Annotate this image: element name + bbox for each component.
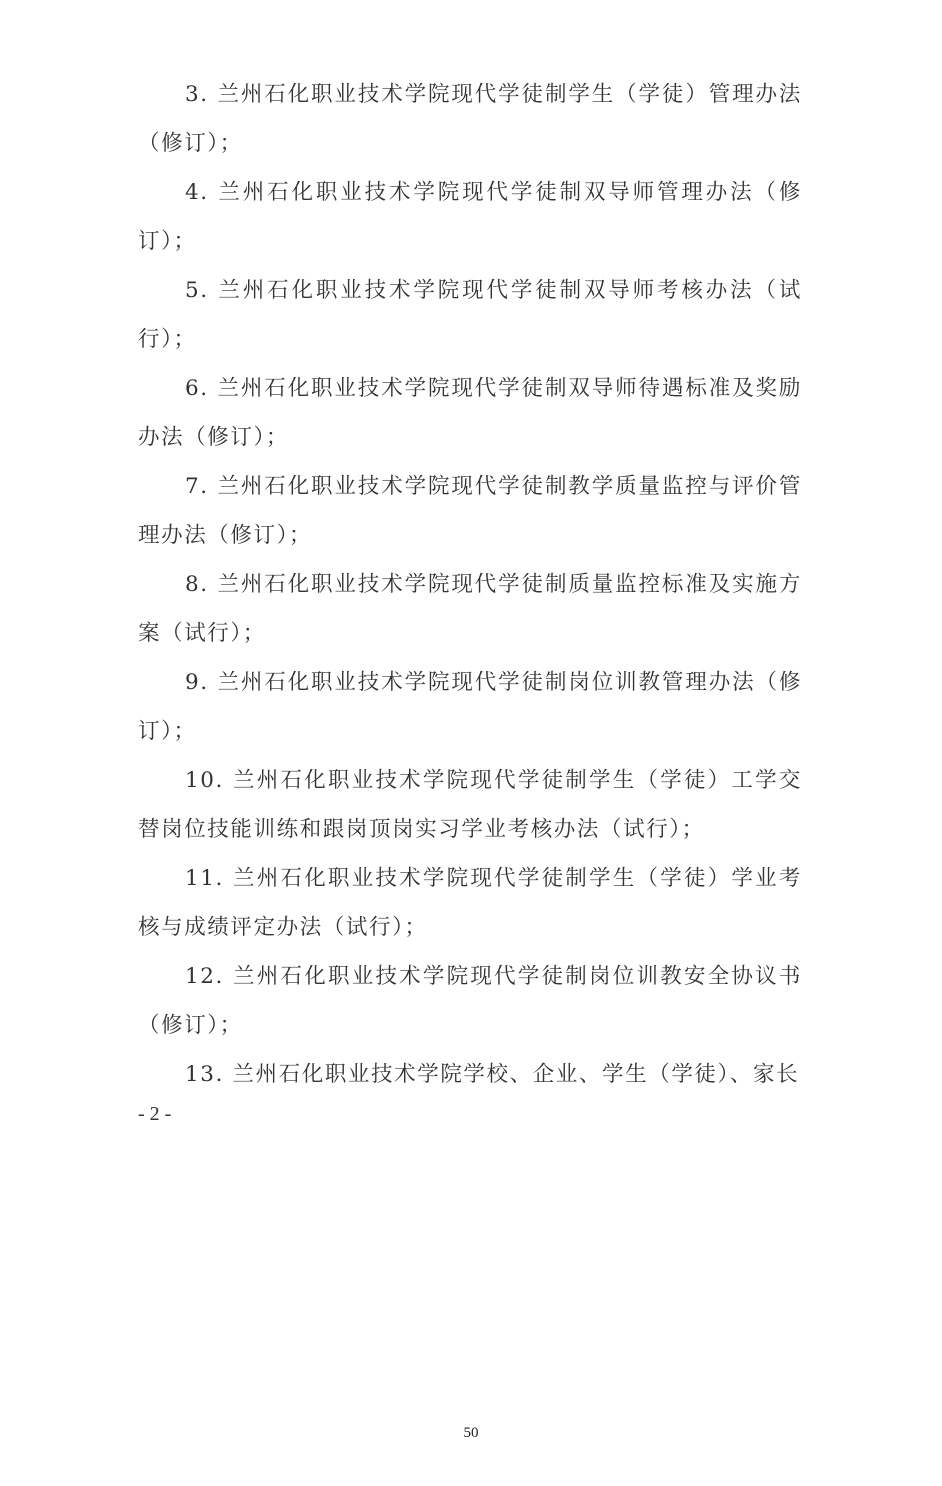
list-item: 12. 兰州石化职业技术学院现代学徒制岗位训教安全协议书（修订）； xyxy=(138,964,802,1038)
list-item: 3. 兰州石化职业技术学院现代学徒制学生（学徒）管理办法（修订）； xyxy=(138,82,802,156)
list-item: 8. 兰州石化职业技术学院现代学徒制质量监控标准及实施方案（试行）； xyxy=(138,572,802,646)
list-item: 4. 兰州石化职业技术学院现代学徒制双导师管理办法（修订）； xyxy=(138,180,802,254)
footer-page-number: 50 xyxy=(463,1425,479,1441)
list-item: 5. 兰州石化职业技术学院现代学徒制双导师考核办法（试行）； xyxy=(138,278,802,352)
inner-page-number: - 2 - xyxy=(138,1103,172,1125)
list-item: 10. 兰州石化职业技术学院现代学徒制学生（学徒）工学交替岗位技能训练和跟岗顶岗实习学业考核办法（试行）； xyxy=(138,768,802,842)
list-item: 9. 兰州石化职业技术学院现代学徒制岗位训教管理办法（修订）； xyxy=(138,670,802,744)
list-item: 6. 兰州石化职业技术学院现代学徒制双导师待遇标准及奖励办法（修订）； xyxy=(138,376,802,450)
list-item: 11. 兰州石化职业技术学院现代学徒制学生（学徒）学业考核与成绩评定办法（试行）； xyxy=(138,866,802,940)
list-item: 13. 兰州石化职业技术学院学校、企业、学生（学徒）、家长 xyxy=(185,1062,800,1087)
document-body xyxy=(138,70,802,1099)
list-item: 7. 兰州石化职业技术学院现代学徒制教学质量监控与评价管理办法（修订）； xyxy=(138,474,802,548)
